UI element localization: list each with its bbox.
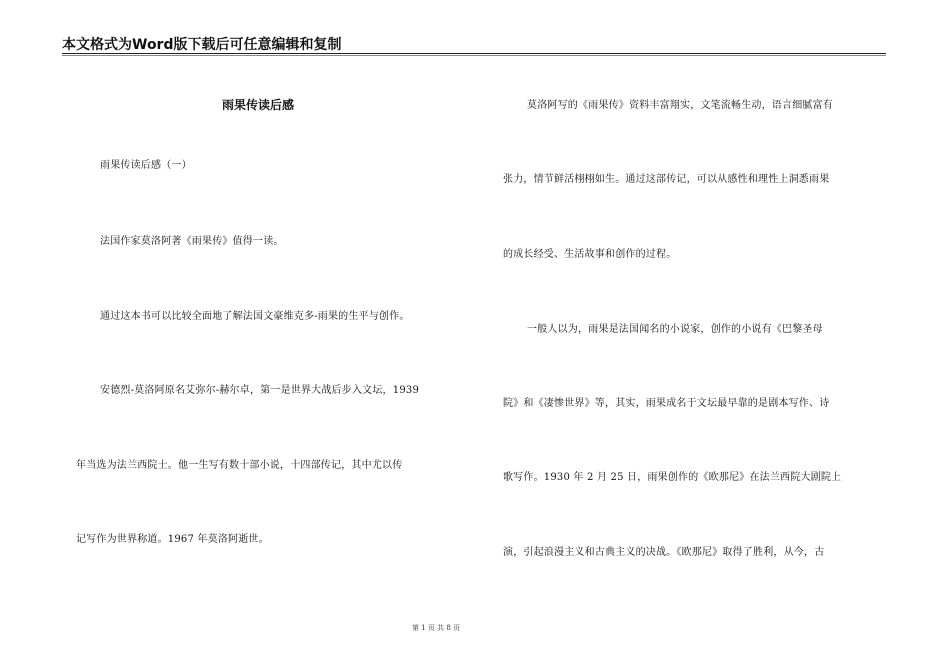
right-paragraph-line: 演，引起浪漫主义和古典主义的决战。《欧那尼》取得了胜利，从今，古 bbox=[503, 547, 825, 558]
header-rule-thin bbox=[62, 55, 886, 56]
left-paragraph-line: 记写作为世界称道。1967 年莫洛阿逝世。 bbox=[76, 534, 269, 545]
right-paragraph-line: 莫洛阿写的《雨果传》资料丰富翔实，文笔流畅生动，语言细腻富有 bbox=[527, 100, 833, 111]
right-paragraph-line: 院》和《凄惨世界》等，其实，雨果成名于文坛最早靠的是剧本写作、诗 bbox=[503, 398, 830, 409]
page-number: 第 1 页 共 8 页 bbox=[412, 624, 461, 632]
left-paragraph-line: 雨果传读后感（一） bbox=[100, 160, 192, 171]
document-title: 雨果传读后感 bbox=[222, 98, 295, 112]
header-rule bbox=[62, 53, 886, 54]
left-paragraph-line: 法国作家莫洛阿著《雨果传》值得一读。 bbox=[100, 236, 284, 247]
right-paragraph-line: 一般人以为，雨果是法国闻名的小说家，创作的小说有《巴黎圣母 bbox=[527, 324, 823, 335]
right-paragraph-line: 张力，情节鲜活栩栩如生。通过这部传记，可以从感性和理性上洞悉雨果 bbox=[503, 174, 830, 185]
left-paragraph-line: 年当选为法兰西院士。他一生写有数十部小说，十四部传记，其中尤以传 bbox=[76, 460, 403, 471]
right-paragraph-line: 歌写作。1930 年 2 月 25 日，雨果创作的《欧那尼》在法兰西院大剧院上 bbox=[503, 472, 842, 483]
right-paragraph-line: 的成长经受、生活故事和创作的过程。 bbox=[503, 249, 677, 260]
document-header: 本文格式为Word版下载后可任意编辑和复制 bbox=[62, 37, 342, 53]
left-paragraph-line: 安德烈-莫洛阿原名艾弥尔-赫尔卓，第一是世界大战后步入文坛，1939 bbox=[100, 385, 420, 396]
left-paragraph-line: 通过这本书可以比较全面地了解法国文豪维克多-雨果的生平与创作。 bbox=[100, 311, 410, 322]
